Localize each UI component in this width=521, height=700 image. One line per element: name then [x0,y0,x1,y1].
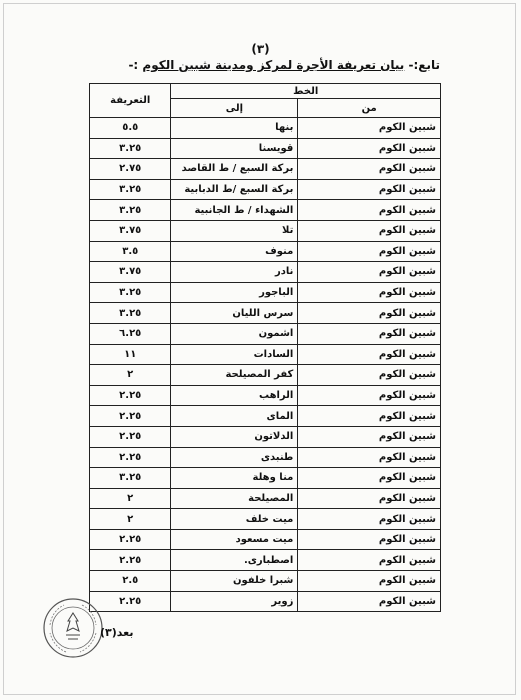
fare-cell: ٢.٧٥ [90,159,171,180]
table-row [90,323,441,344]
fare-cell: ٣.٢٥ [90,200,171,221]
from-cell: شبين الكوم [298,426,441,447]
to-cell: قويسنا [171,138,298,159]
fare-cell: ٣.٢٥ [90,303,171,324]
fare-cell: ٢.٢٥ [90,550,171,571]
table-row [90,262,441,283]
from-cell: شبين الكوم [298,282,441,303]
from-cell: شبين الكوم [298,179,441,200]
table-row [90,118,441,139]
from-cell: شبين الكوم [298,591,441,612]
to-cell: السادات [171,344,298,365]
from-cell: شبين الكوم [298,509,441,530]
to-cell: الدلاتون [171,426,298,447]
from-cell: شبين الكوم [298,118,441,139]
table-row [90,488,441,509]
fare-cell: ٦.٢٥ [90,323,171,344]
fare-cell: ٣.٢٥ [90,179,171,200]
fare-cell: ٥.٥ [90,118,171,139]
to-cell: اصطبارى. [171,550,298,571]
table-row [90,200,441,221]
to-cell: بنها [171,118,298,139]
table-row [90,509,441,530]
table-row [90,220,441,241]
to-cell: ميت مسعود [171,529,298,550]
official-seal-icon [42,597,104,659]
fare-cell: ٢.٥ [90,571,171,592]
from-cell: شبين الكوم [298,488,441,509]
to-cell: الراهب [171,385,298,406]
from-cell: شبين الكوم [298,529,441,550]
fare-cell: ٢ [90,365,171,386]
from-cell: شبين الكوم [298,406,441,427]
heading-suffix: :- [128,58,139,72]
fare-cell: ٣.٥ [90,241,171,262]
fare-cell: ٢.٢٥ [90,406,171,427]
from-cell: شبين الكوم [298,365,441,386]
from-cell: شبين الكوم [298,200,441,221]
table-row [90,468,441,489]
from-cell: شبين الكوم [298,138,441,159]
from-cell: شبين الكوم [298,344,441,365]
heading-prefix: تابع:- [408,58,440,72]
table-row [90,406,441,427]
table-row [90,138,441,159]
table-row [90,385,441,406]
to-cell: تلا [171,220,298,241]
fare-cell: ٢ [90,509,171,530]
table-row [90,591,441,612]
from-cell: شبين الكوم [298,241,441,262]
fare-cell: ٣.٧٥ [90,220,171,241]
to-cell: منوف [171,241,298,262]
to-cell: نادر [171,262,298,283]
fare-cell: ٣.٧٥ [90,262,171,283]
page-number: (٣) [251,42,270,56]
from-cell: شبين الكوم [298,571,441,592]
from-cell: شبين الكوم [298,447,441,468]
to-cell: الشهداء / ط الجانبية [171,200,298,221]
fare-cell: ٢ [90,488,171,509]
to-cell: شبرا خلفون [171,571,298,592]
fare-cell: ٢.٢٥ [90,529,171,550]
fare-cell: ٣.٢٥ [90,282,171,303]
table-row [90,241,441,262]
from-cell: شبين الكوم [298,303,441,324]
table-row [90,529,441,550]
from-header: من [298,99,441,118]
to-cell: منا وهلة [171,468,298,489]
table-row [90,571,441,592]
table-row [90,303,441,324]
fare-cell: ١١ [90,344,171,365]
from-cell: شبين الكوم [298,323,441,344]
to-cell: زوير [171,591,298,612]
to-header: إلى [171,99,298,118]
fare-cell: ٢.٢٥ [90,385,171,406]
table-row [90,426,441,447]
table-row [90,344,441,365]
fare-cell: ٣.٢٥ [90,138,171,159]
fare-cell: ٣.٢٥ [90,468,171,489]
fare-table [89,83,441,612]
to-cell: المصيلحة [171,488,298,509]
to-cell: الماى [171,406,298,427]
table-row [90,365,441,386]
heading-title: بيان تعريفة الأجرة لمركز ومدينة شبين الكوم [142,58,405,72]
to-cell: ميت خلف [171,509,298,530]
from-cell: شبين الكوم [298,262,441,283]
table-row [90,282,441,303]
from-cell: شبين الكوم [298,550,441,571]
route-header: الخط [171,84,441,99]
from-cell: شبين الكوم [298,220,441,241]
fare-cell: ٢.٢٥ [90,447,171,468]
to-cell: بركة السبع /ط الدبابية [171,179,298,200]
fare-header: التعريفة [90,84,171,118]
to-cell: اشمون [171,323,298,344]
to-cell: الباجور [171,282,298,303]
to-cell: كفر المصيلحة [171,365,298,386]
document-heading [128,58,440,72]
fare-table-body [90,118,441,612]
table-row [90,550,441,571]
fare-cell: ٢.٢٥ [90,426,171,447]
continuation-mark: بعد(٣) [100,626,134,639]
from-cell: شبين الكوم [298,468,441,489]
fare-cell: ٢.٢٥ [90,591,171,612]
table-row [90,447,441,468]
to-cell: طنبدى [171,447,298,468]
table-row [90,179,441,200]
table-row [90,159,441,180]
to-cell: سرس الليان [171,303,298,324]
from-cell: شبين الكوم [298,159,441,180]
from-cell: شبين الكوم [298,385,441,406]
to-cell: بركة السبع / ط القاصد [171,159,298,180]
